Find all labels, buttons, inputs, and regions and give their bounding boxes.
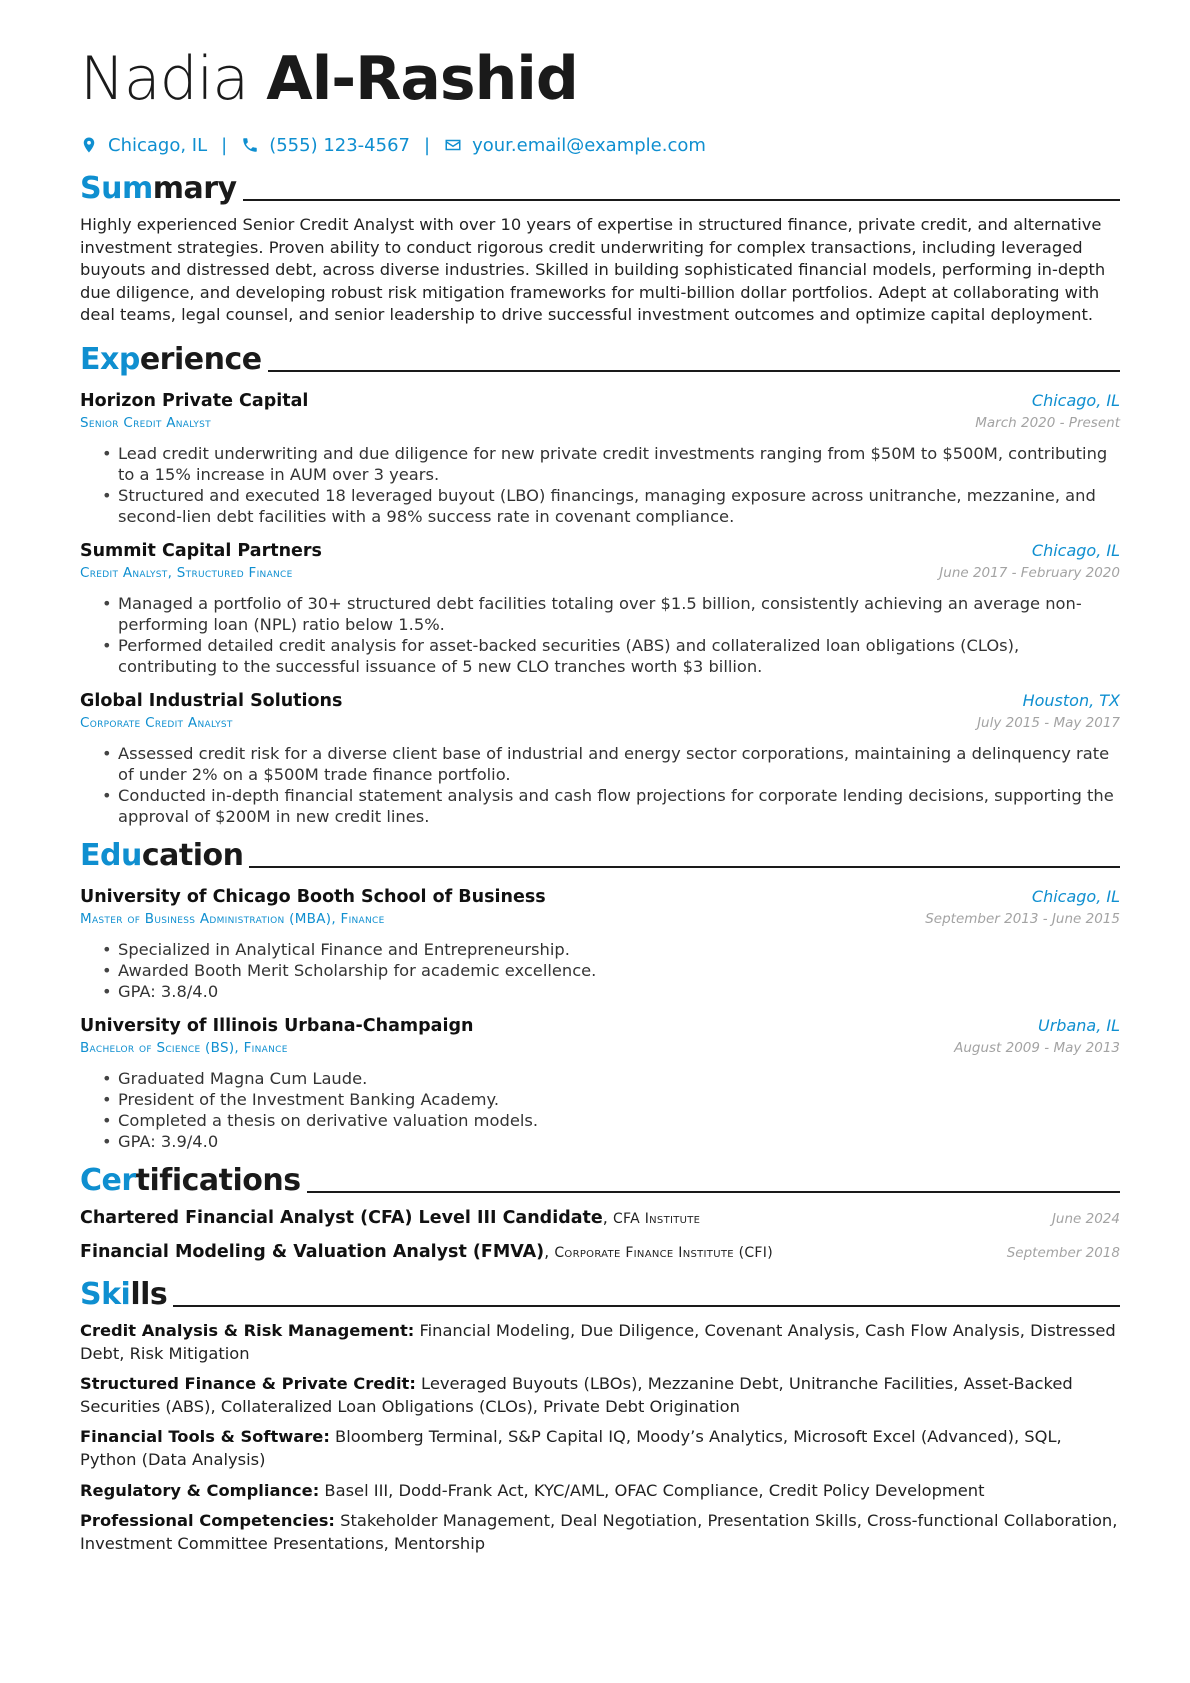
entry-subheader	[80, 413, 1120, 434]
certification-issuer: Corporate Finance Institute (CFI)	[554, 1244, 773, 1261]
title-rest: tifications	[135, 1162, 301, 1198]
title-accent: Exp	[80, 341, 140, 377]
experience-entry	[80, 539, 1120, 677]
entry-subheader	[80, 713, 1120, 734]
bullet-list	[102, 593, 1120, 677]
entry-subheader	[80, 1038, 1120, 1059]
company-name: Global Industrial Solutions	[80, 690, 343, 711]
skill-category: Regulatory & Compliance:	[80, 1480, 320, 1500]
entry-dates: June 2017 - February 2020	[939, 564, 1120, 581]
education-section-header	[80, 837, 1120, 875]
section-rule	[307, 1191, 1120, 1193]
certification-issuer: CFA Institute	[612, 1210, 701, 1227]
candidate-name	[80, 40, 1120, 118]
skill-line	[80, 1320, 1120, 1365]
location-text: Chicago, IL	[108, 134, 208, 156]
title-accent: Ski	[80, 1276, 131, 1312]
contact-phone[interactable]	[241, 135, 410, 156]
skill-line	[80, 1510, 1120, 1555]
skill-category: Financial Tools & Software:	[80, 1427, 330, 1447]
job-title: Credit Analyst, Structured Finance	[80, 564, 293, 581]
phone-icon	[241, 136, 259, 154]
bullet-item: • GPA: 3.8/4.0	[102, 981, 1120, 1002]
entry-location: Chicago, IL	[1031, 886, 1120, 906]
bullet-list	[102, 443, 1120, 527]
summary-section-header	[80, 170, 1120, 208]
section-rule	[268, 370, 1120, 372]
contact-email[interactable]	[444, 135, 706, 156]
entry-location: Houston, TX	[1022, 690, 1120, 710]
company-name: Horizon Private Capital	[80, 390, 309, 411]
certification-text: Financial Modeling & Valuation Analyst (FMVA), Corporate Finance Institute (CFI)	[80, 1241, 773, 1262]
entry-subheader	[80, 909, 1120, 930]
bullet-list	[102, 1068, 1120, 1152]
section-title-experience	[80, 341, 262, 379]
bullet-item: • Assessed credit risk for a diverse client base of industrial and energy sector corporations, maintaining a delinquency rate of under 2% on a $500M trade finance portfolio.	[102, 743, 1120, 785]
job-title: Senior Credit Analyst	[80, 414, 211, 431]
first-name: Nadia	[80, 44, 249, 114]
certification-name: Chartered Financial Analyst (CFA) Level III Candidate	[80, 1207, 603, 1228]
certification-item	[80, 1208, 1120, 1238]
title-accent: Edu	[80, 837, 142, 873]
certifications-section-header	[80, 1162, 1120, 1200]
bullet-item: • Lead credit underwriting and due diligence for new private credit investments ranging from $50M to $500M, contributing to a 15% increase in AUM over 3 years.	[102, 443, 1120, 485]
skill-line	[80, 1480, 1120, 1503]
bullet-item: • Performed detailed credit analysis for asset-backed securities (ABS) and collateralized loan obligations (CLOs), contributing to the successful issuance of 5 new CLO tranches worth $3 billion.	[102, 635, 1120, 677]
bullet-item: • Structured and executed 18 leveraged buyout (LBO) financings, managing exposure across unitranche, mezzanine, and second-lien debt facilities with a 98% success rate in covenant compliance.	[102, 485, 1120, 527]
section-title-certifications	[80, 1162, 301, 1200]
section-rule	[173, 1305, 1120, 1307]
certification-item	[80, 1242, 1120, 1272]
entry-dates: September 2013 - June 2015	[925, 910, 1120, 927]
email-link[interactable]: your.email@example.com	[472, 134, 706, 156]
bullet-item: • Awarded Booth Merit Scholarship for academic excellence.	[102, 960, 1120, 981]
skill-items: Bloomberg Terminal, S&P Capital IQ, Moody’s Analytics, Microsoft Excel (Advanced), SQL, Python (Data Analysis)	[80, 1427, 1062, 1469]
title-accent: Cer	[80, 1162, 136, 1198]
entry-header	[80, 389, 1120, 413]
experience-section-header	[80, 341, 1120, 379]
title-rest: erience	[139, 341, 262, 377]
section-rule	[249, 866, 1120, 868]
skills-section-header	[80, 1276, 1120, 1314]
section-title-skills	[80, 1276, 167, 1314]
skill-items: Financial Modeling, Due Diligence, Covenant Analysis, Cash Flow Analysis, Distressed Debt, Risk Mitigation	[80, 1320, 1116, 1363]
entry-location: Chicago, IL	[1031, 390, 1120, 410]
title-rest: cation	[141, 837, 244, 873]
map-pin-icon	[80, 136, 98, 154]
envelope-icon	[444, 136, 462, 154]
school-name: University of Chicago Booth School of Business	[80, 886, 546, 907]
last-name: Al-Rashid	[266, 44, 578, 114]
skill-items: Basel III, Dodd-Frank Act, KYC/AML, OFAC Compliance, Credit Policy Development	[324, 1480, 985, 1500]
school-name: University of Illinois Urbana-Champaign	[80, 1015, 474, 1036]
entry-dates: March 2020 - Present	[975, 414, 1120, 431]
skill-items: Stakeholder Management, Deal Negotiation, Presentation Skills, Cross-functional Collaboration, Investment Committee Presentations, Mentorship	[80, 1511, 1118, 1553]
entry-location: Urbana, IL	[1038, 1015, 1120, 1035]
certification-name: Financial Modeling & Valuation Analyst (FMVA)	[80, 1241, 545, 1262]
certification-date: September 2018	[1006, 1244, 1120, 1261]
degree-name: Bachelor of Science (BS), Finance	[80, 1039, 288, 1056]
job-title: Corporate Credit Analyst	[80, 714, 233, 731]
experience-entry	[80, 389, 1120, 527]
certification-text: Chartered Financial Analyst (CFA) Level III Candidate, CFA Institute	[80, 1207, 701, 1228]
resume-page	[80, 40, 1120, 1555]
degree-name: Master of Business Administration (MBA), Finance	[80, 910, 385, 927]
bullet-item: • GPA: 3.9/4.0	[102, 1131, 1120, 1152]
entry-header	[80, 539, 1120, 563]
section-title-summary	[80, 170, 237, 208]
section-title-education	[80, 837, 243, 875]
skill-category: Structured Finance & Private Credit:	[80, 1374, 416, 1394]
company-name: Summit Capital Partners	[80, 540, 322, 561]
skill-category: Credit Analysis & Risk Management:	[80, 1320, 415, 1340]
certification-date: June 2024	[1051, 1210, 1120, 1227]
contact-line	[80, 130, 1120, 160]
title-rest: mary	[152, 171, 237, 206]
bullet-item: • Completed a thesis on derivative valuation models.	[102, 1110, 1120, 1131]
skill-category: Professional Competencies:	[80, 1511, 335, 1531]
title-accent: Sum	[80, 171, 153, 206]
entry-subheader	[80, 563, 1120, 584]
section-rule	[243, 199, 1120, 201]
bullet-item: • Specialized in Analytical Finance and Entrepreneurship.	[102, 939, 1120, 960]
phone-text: (555) 123-4567	[269, 134, 410, 156]
education-entry	[80, 1014, 1120, 1152]
skill-line	[80, 1426, 1120, 1471]
title-rest: lls	[130, 1276, 168, 1312]
contact-separator: |	[424, 134, 431, 156]
entry-header	[80, 689, 1120, 713]
contact-separator: |	[221, 134, 228, 156]
bullet-item: • Conducted in-depth financial statement analysis and cash flow projections for corporate lending decisions, supporting the approval of $200M in new credit lines.	[102, 785, 1120, 827]
skill-line	[80, 1373, 1120, 1418]
bullet-item: • President of the Investment Banking Academy.	[102, 1089, 1120, 1110]
bullet-item: • Managed a portfolio of 30+ structured debt facilities totaling over $1.5 billion, consistently achieving an average non-performing loan (NPL) ratio below 1.5%.	[102, 593, 1120, 635]
bullet-item: • Graduated Magna Cum Laude.	[102, 1068, 1120, 1089]
bullet-list	[102, 743, 1120, 827]
entry-header	[80, 885, 1120, 909]
contact-location	[80, 135, 207, 156]
summary-text: Highly experienced Senior Credit Analyst with over 10 years of expertise in structured finance, private credit, and alternative investment strategies. Proven ability to conduct rigorous credit underwriting for complex transactions, including leveraged buyouts and distressed debt, across diverse industries. Skilled in building sophisticated financial models, performing in-depth due diligence, and developing robust risk mitigation frameworks for multi-billion dollar portfolios. Adept at collaborating with deal teams, legal counsel, and senior leadership to drive successful investment outcomes and optimize capital deployment.	[80, 215, 1106, 325]
experience-entry	[80, 689, 1120, 827]
entry-dates: August 2009 - May 2013	[954, 1039, 1120, 1056]
bullet-list	[102, 939, 1120, 1002]
entry-dates: July 2015 - May 2017	[977, 714, 1120, 731]
skill-items: Leveraged Buyouts (LBOs), Mezzanine Debt, Unitranche Facilities, Asset-Backed Securities (ABS), Collateralized Loan Obligations (CLOs), Private Debt Origination	[80, 1374, 1073, 1416]
entry-location: Chicago, IL	[1031, 540, 1120, 560]
entry-header	[80, 1014, 1120, 1038]
education-entry	[80, 885, 1120, 1002]
